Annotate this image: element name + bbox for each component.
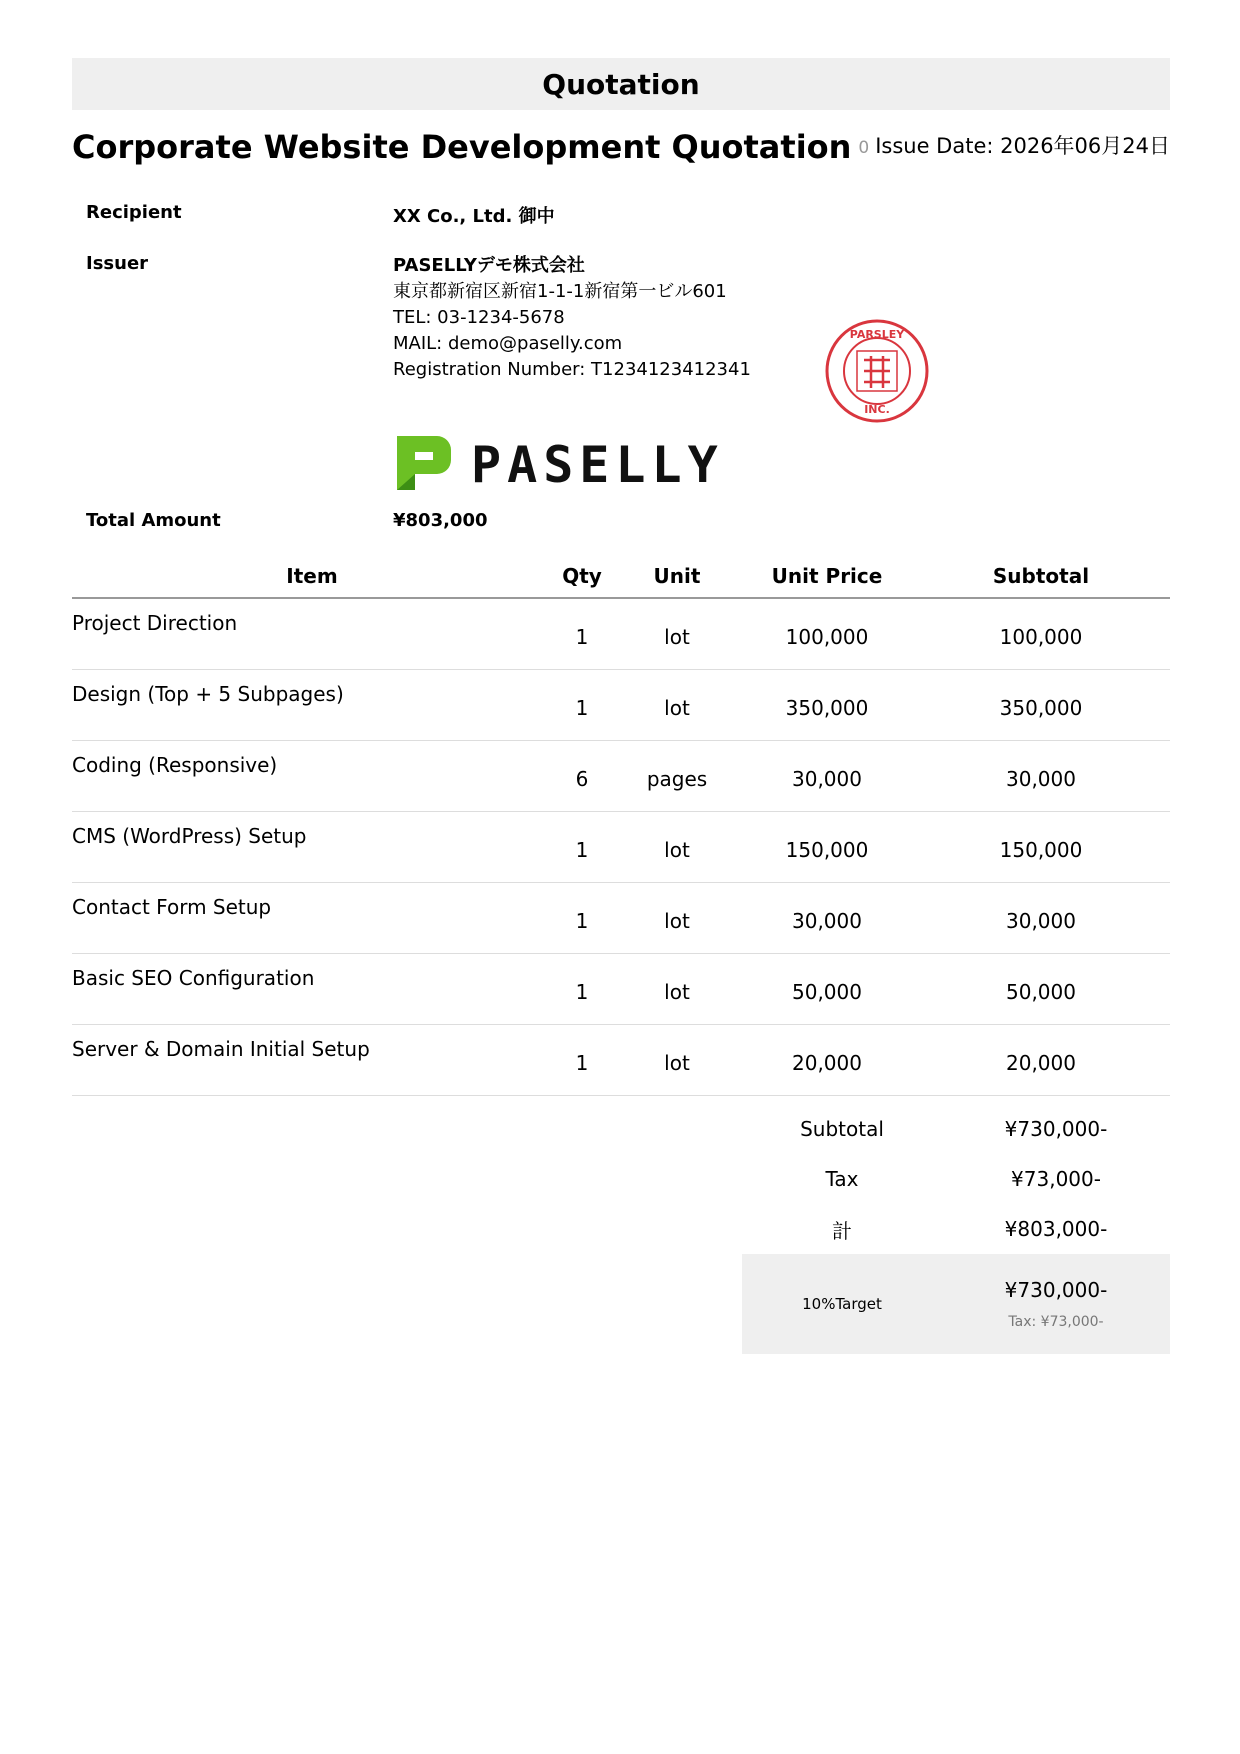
row-subtotal: 30,000 [912,883,1170,954]
row-qty: 1 [552,954,612,1025]
summary-subtotal-row [742,1104,1170,1154]
row-subtotal: 100,000 [912,598,1170,670]
row-unit: lot [612,1025,742,1096]
header-qty: Qty [552,555,612,598]
tax-rate-label: 10%Target [802,1295,882,1313]
summary-tax-row [742,1154,1170,1204]
row-unit: lot [612,670,742,741]
row-unit-price: 30,000 [742,741,912,812]
row-item: Coding (Responsive) [72,741,552,812]
meta-section [72,200,1170,555]
row-unit-price: 100,000 [742,598,912,670]
issuer-label: Issuer [86,253,149,274]
row-unit: lot [612,812,742,883]
row-unit: pages [612,741,742,812]
row-unit-price: 20,000 [742,1025,912,1096]
row-item: CMS (WordPress) Setup [72,812,552,883]
summary-total-label: 計 [832,1218,852,1243]
tax-rate-tax: Tax: ¥73,000- [1008,1314,1104,1330]
table-row [72,741,1170,812]
recipient-label: Recipient [86,202,182,223]
document-title: Corporate Website Development Quotation [72,128,852,166]
row-qty: 1 [552,598,612,670]
document-banner: Quotation [72,58,1170,110]
header-unit: Unit [612,555,742,598]
totals-summary [742,1104,1170,1354]
row-unit-price: 30,000 [742,883,912,954]
row-subtotal: 20,000 [912,1025,1170,1096]
summary-total-value: ¥803,000- [1004,1217,1108,1241]
svg-text:PASELLY: PASELLY [471,436,724,494]
issuer-name: PASELLYデモ株式会社 [393,255,585,276]
row-unit-price: 50,000 [742,954,912,1025]
header-unit-price: Unit Price [742,555,912,598]
row-qty: 1 [552,883,612,954]
table-row [72,812,1170,883]
issue-date [858,130,1170,160]
issuer-address: 東京都新宿区新宿1-1-1新宿第一ビル601 [393,281,727,302]
table-row [72,883,1170,954]
row-subtotal: 150,000 [912,812,1170,883]
table-row [72,670,1170,741]
row-qty: 1 [552,670,612,741]
issuer-registration: Registration Number: T1234123412341 [393,359,751,380]
row-qty: 6 [552,741,612,812]
row-unit-price: 350,000 [742,670,912,741]
row-item: Contact Form Setup [72,883,552,954]
header-subtotal: Subtotal [912,555,1170,598]
row-item: Server & Domain Initial Setup [72,1025,552,1096]
summary-subtotal-label: Subtotal [800,1117,884,1141]
issuer-mail: MAIL: demo@paselly.com [393,333,623,354]
row-qty: 1 [552,1025,612,1096]
quotation-document [72,58,1170,1354]
row-unit: lot [612,883,742,954]
row-unit-price: 150,000 [742,812,912,883]
row-subtotal: 350,000 [912,670,1170,741]
row-item: Project Direction [72,598,552,670]
tax-rate-amount: ¥730,000- [1004,1278,1108,1302]
table-row [72,598,1170,670]
header-item: Item [72,555,552,598]
row-unit: lot [612,598,742,670]
summary-tax-label: Tax [825,1167,859,1191]
summary-total-row [742,1204,1170,1254]
row-unit: lot [612,954,742,1025]
row-subtotal: 30,000 [912,741,1170,812]
tax-rate-values [942,1278,1170,1330]
row-item: Design (Top + 5 Subpages) [72,670,552,741]
issuer-tel: TEL: 03-1234-5678 [393,307,565,328]
summary-subtotal-value: ¥730,000- [1004,1117,1108,1141]
svg-text:PARSLEY: PARSLEY [849,328,905,341]
total-amount-label: Total Amount [86,510,221,531]
row-subtotal: 50,000 [912,954,1170,1025]
table-row [72,1025,1170,1096]
issue-date-text: Issue Date: 2026年06月24日 [875,134,1170,158]
document-number: 0 [858,138,870,158]
row-item: Basic SEO Configuration [72,954,552,1025]
title-row [72,110,1170,200]
tax-rate-breakdown [742,1254,1170,1354]
table-row [72,954,1170,1025]
recipient-value: XX Co., Ltd. 御中 [393,206,555,227]
table-header-row [72,555,1170,598]
summary-tax-value: ¥73,000- [1011,1167,1101,1191]
total-amount-value: ¥803,000 [393,510,488,531]
issuer-details [393,253,751,383]
row-qty: 1 [552,812,612,883]
svg-text:INC.: INC. [864,403,890,416]
paselly-logo [393,430,733,494]
line-items-table [72,555,1170,1096]
company-seal-stamp [824,318,930,424]
